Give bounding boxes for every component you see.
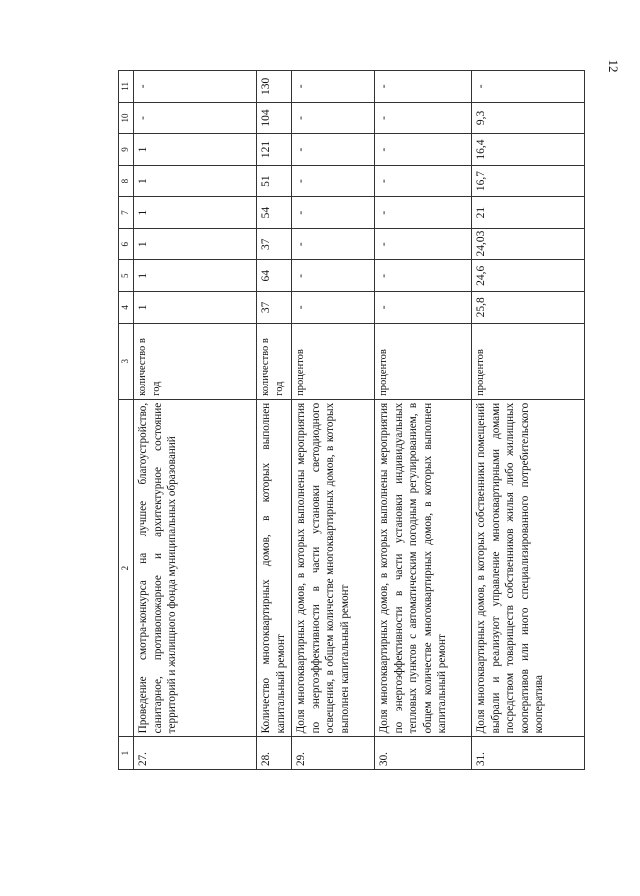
value-cell: -: [292, 71, 375, 103]
value-cell: 1: [134, 165, 257, 197]
row-number: 30.: [375, 737, 472, 770]
value-cell: -: [292, 228, 375, 260]
row-number: 29.: [292, 737, 375, 770]
table-row: [375, 71, 472, 770]
value-cell: 1: [134, 197, 257, 229]
value-cell: -: [375, 292, 472, 324]
value-cell: 1: [134, 292, 257, 324]
value-cell: 25,8: [472, 292, 585, 324]
value-cell: 16,7: [472, 165, 585, 197]
value-cell: 9,3: [472, 102, 585, 134]
table-row: [257, 71, 292, 770]
value-cell: 1: [134, 134, 257, 166]
indicator-name: Доля многоквартирных домов, в которых выполнены мероприятия по энергоэффективности в части установки светодиодного освещения, в общем количестве многоквартирных домов, в которых выполнен капитальный ремонт: [292, 399, 375, 737]
value-cell: -: [292, 260, 375, 292]
column-header: 8: [119, 165, 134, 197]
value-cell: 24,03: [472, 228, 585, 260]
page-number: 12: [606, 59, 621, 73]
column-header: 4: [119, 292, 134, 324]
unit-of-measure: количество в год: [257, 323, 292, 399]
value-cell: -: [375, 165, 472, 197]
header-row: [119, 71, 134, 770]
row-number: 27.: [134, 737, 257, 770]
value-cell: 121: [257, 134, 292, 166]
row-number: 31.: [472, 737, 585, 770]
column-header: 6: [119, 228, 134, 260]
value-cell: -: [292, 292, 375, 324]
value-cell: 130: [257, 71, 292, 103]
value-cell: -: [375, 197, 472, 229]
value-cell: 21: [472, 197, 585, 229]
value-cell: 54: [257, 197, 292, 229]
value-cell: 37: [257, 228, 292, 260]
value-cell: -: [375, 102, 472, 134]
column-header: 7: [119, 197, 134, 229]
table-row: [134, 71, 257, 770]
rotated-table-wrapper: [118, 70, 585, 770]
value-cell: -: [134, 102, 257, 134]
value-cell: -: [292, 134, 375, 166]
row-number: 28.: [257, 737, 292, 770]
indicator-name: Количество многоквартирных домов, в которых выполнен капитальный ремонт: [257, 399, 292, 737]
column-header: 9: [119, 134, 134, 166]
unit-of-measure: процентов: [472, 323, 585, 399]
value-cell: 16,4: [472, 134, 585, 166]
value-cell: -: [375, 71, 472, 103]
value-cell: 104: [257, 102, 292, 134]
value-cell: 24,6: [472, 260, 585, 292]
unit-of-measure: процентов: [375, 323, 472, 399]
indicator-table: [118, 70, 585, 770]
value-cell: -: [134, 71, 257, 103]
value-cell: 1: [134, 228, 257, 260]
column-header: 5: [119, 260, 134, 292]
unit-of-measure: процентов: [292, 323, 375, 399]
value-cell: -: [292, 197, 375, 229]
value-cell: -: [292, 102, 375, 134]
value-cell: 37: [257, 292, 292, 324]
indicator-name: Доля многоквартирных домов, в которых выполнены мероприятия по энергоэффективности в части установки индивидуальных тепловых пунктов с автоматическим погодным регулированием, в общем количестве многоквартирных домов, в которых выполнен капитальный ремонт: [375, 399, 472, 737]
column-header: 10: [119, 102, 134, 134]
value-cell: -: [292, 165, 375, 197]
value-cell: 64: [257, 260, 292, 292]
indicator-name: Доля многоквартирных домов, в которых собственники помещений выбрали и реализуют управление многоквартирными домами посредством товариществ собственников жилья либо жилищных кооперативов или иного специализированного потребительского кооператива: [472, 399, 585, 737]
column-header: 1: [119, 737, 134, 770]
column-header: 11: [119, 71, 134, 103]
value-cell: 51: [257, 165, 292, 197]
table-row: [292, 71, 375, 770]
column-header: 3: [119, 323, 134, 399]
value-cell: -: [472, 71, 585, 103]
value-cell: -: [375, 228, 472, 260]
unit-of-measure: количество в год: [134, 323, 257, 399]
table-row: [472, 71, 585, 770]
value-cell: 1: [134, 260, 257, 292]
value-cell: -: [375, 260, 472, 292]
value-cell: -: [375, 134, 472, 166]
indicator-name: Проведение смотра-конкурса на лучшее благоустройство, санитарное, противопожарное и архитектурное состояние территорий и жилищного фонда муниципальных образований: [134, 399, 257, 737]
column-header: 2: [119, 399, 134, 737]
